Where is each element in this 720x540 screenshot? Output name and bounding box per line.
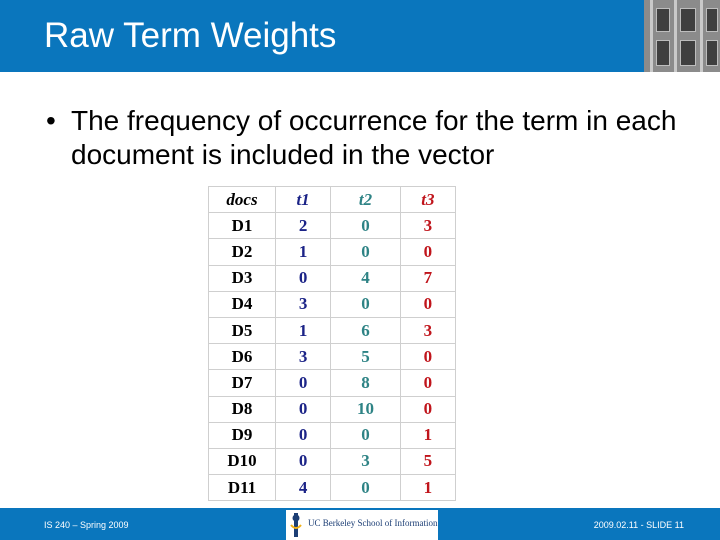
doc-name: D7: [209, 370, 276, 396]
t3-value: 5: [400, 448, 455, 474]
t3-value: 0: [400, 370, 455, 396]
t1-value: 3: [276, 291, 331, 317]
table-body: [209, 213, 456, 501]
table-row: [209, 396, 456, 422]
table-row: [209, 265, 456, 291]
t1-value: 3: [276, 344, 331, 370]
logo-mark-icon: [290, 513, 302, 537]
term-weights-table: [208, 186, 456, 501]
doc-name: D3: [209, 265, 276, 291]
slide-number: 2009.02.11 - SLIDE 11: [593, 520, 684, 530]
t3-value: 1: [400, 422, 455, 448]
t2-value: 0: [331, 239, 401, 265]
doc-name: D5: [209, 317, 276, 343]
header-docs: docs: [209, 187, 276, 213]
table-header-row: [209, 187, 456, 213]
t1-value: 0: [276, 396, 331, 422]
doc-name: D10: [209, 448, 276, 474]
table-row: [209, 448, 456, 474]
table-row: [209, 213, 456, 239]
school-logo: [286, 510, 438, 540]
t3-value: 0: [400, 239, 455, 265]
t1-value: 0: [276, 448, 331, 474]
t2-value: 8: [331, 370, 401, 396]
t1-value: 0: [276, 265, 331, 291]
t3-value: 3: [400, 213, 455, 239]
t1-value: 0: [276, 422, 331, 448]
doc-name: D9: [209, 422, 276, 448]
header-t3: t3: [400, 187, 455, 213]
doc-name: D11: [209, 475, 276, 501]
bullet-marker: •: [46, 105, 56, 136]
doc-name: D6: [209, 344, 276, 370]
t2-value: 4: [331, 265, 401, 291]
table-row: [209, 239, 456, 265]
table-row: [209, 475, 456, 501]
t1-value: 1: [276, 317, 331, 343]
t3-value: 7: [400, 265, 455, 291]
t3-value: 0: [400, 291, 455, 317]
title-bar: [0, 0, 720, 72]
t3-value: 3: [400, 317, 455, 343]
table-row: [209, 422, 456, 448]
doc-name: D8: [209, 396, 276, 422]
t3-value: 0: [400, 344, 455, 370]
t3-value: 1: [400, 475, 455, 501]
t1-value: 2: [276, 213, 331, 239]
t1-value: 0: [276, 370, 331, 396]
t2-value: 0: [331, 213, 401, 239]
logo-text: UC Berkeley School of Information: [308, 518, 438, 528]
table-row: [209, 344, 456, 370]
t2-value: 3: [331, 448, 401, 474]
header-t2: t2: [331, 187, 401, 213]
t1-value: 1: [276, 239, 331, 265]
t2-value: 5: [331, 344, 401, 370]
bullet-text: The frequency of occurrence for the term in each document is included in the vector: [71, 105, 677, 170]
t2-value: 10: [331, 396, 401, 422]
table-row: [209, 291, 456, 317]
doc-name: D4: [209, 291, 276, 317]
doc-name: D1: [209, 213, 276, 239]
t3-value: 0: [400, 396, 455, 422]
doc-name: D2: [209, 239, 276, 265]
t2-value: 6: [331, 317, 401, 343]
table-row: [209, 317, 456, 343]
t2-value: 0: [331, 475, 401, 501]
t1-value: 4: [276, 475, 331, 501]
header-t1: t1: [276, 187, 331, 213]
t2-value: 0: [331, 291, 401, 317]
slide-title: Raw Term Weights: [44, 16, 337, 55]
t2-value: 0: [331, 422, 401, 448]
building-photo: [644, 0, 720, 72]
table-row: [209, 370, 456, 396]
course-label: IS 240 – Spring 2009: [44, 520, 129, 530]
